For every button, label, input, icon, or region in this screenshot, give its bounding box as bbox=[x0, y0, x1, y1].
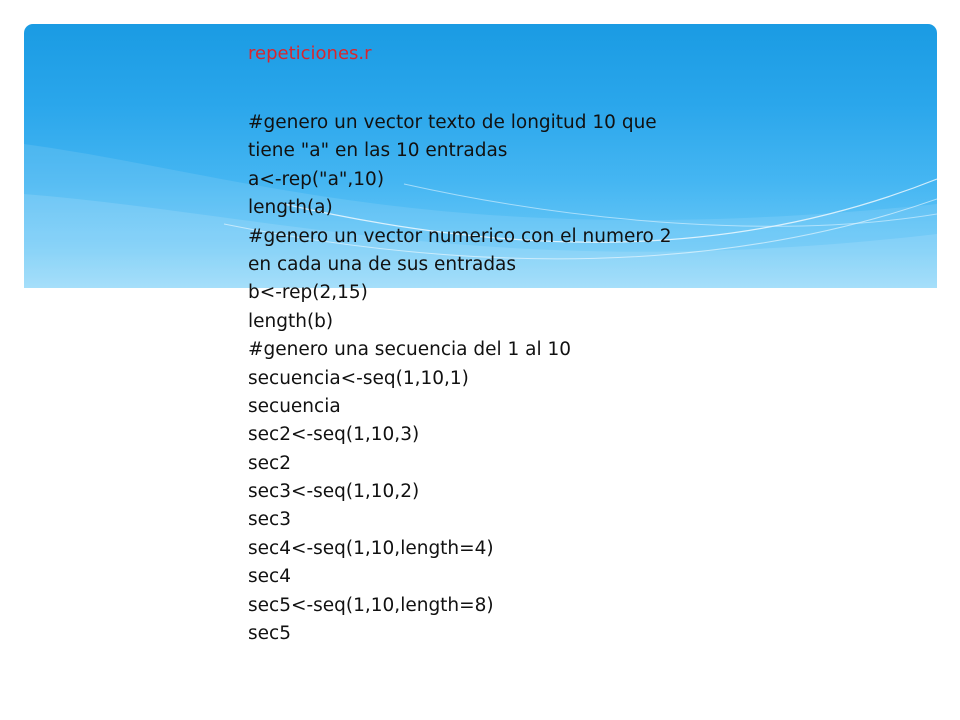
code-line: secuencia<-seq(1,10,1) bbox=[248, 367, 469, 389]
code-line: sec3 bbox=[248, 509, 291, 531]
code-line: en cada una de sus entradas bbox=[248, 253, 517, 275]
code-line: sec5<-seq(1,10,length=8) bbox=[248, 594, 494, 616]
code-line: sec4<-seq(1,10,length=4) bbox=[248, 537, 494, 559]
code-line: #genero un vector texto de longitud 10 que bbox=[248, 112, 657, 133]
code-line: sec3<-seq(1,10,2) bbox=[248, 481, 420, 503]
slide-title: repeticiones.r bbox=[248, 43, 372, 64]
code-line: sec5 bbox=[248, 623, 291, 645]
code-line: #genero una secuencia del 1 al 10 bbox=[248, 339, 572, 361]
code-line: tiene "a" en las 10 entradas bbox=[248, 140, 508, 162]
code-line: sec2<-seq(1,10,3) bbox=[248, 424, 420, 446]
code-line: sec2 bbox=[248, 452, 291, 474]
code-line: secuencia bbox=[248, 395, 341, 417]
code-listing bbox=[248, 109, 672, 648]
code-line: length(a) bbox=[248, 197, 333, 219]
code-line: sec4 bbox=[248, 566, 291, 588]
code-line: a<-rep("a",10) bbox=[248, 168, 385, 190]
code-line: #genero un vector numerico con el numero 2 bbox=[248, 225, 672, 247]
code-line: b<-rep(2,15) bbox=[248, 282, 368, 304]
code-line: length(b) bbox=[248, 310, 334, 332]
